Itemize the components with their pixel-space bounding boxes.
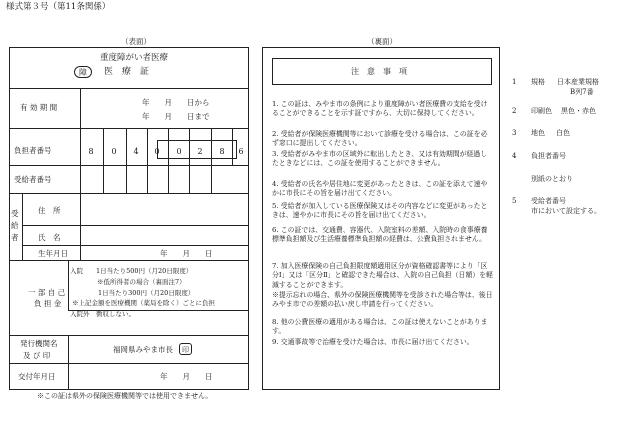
payer-digit: 4 bbox=[133, 147, 139, 156]
card-title-line1: 重度障がい者医療 bbox=[100, 53, 169, 63]
recipient-number-label: 受給者番号 bbox=[14, 175, 52, 184]
spec-value-2: B列7番 bbox=[570, 88, 594, 96]
note-6: 6. この証では、交通費、容器代、入院室料の差額、入院時の食事療養標準負担額及び生活療養標準負担額の経費は、公費負担されません。 bbox=[272, 226, 488, 244]
form-title: 様式第３号（第11条関係） bbox=[6, 2, 111, 12]
issuer-label-1: 発行機関名 bbox=[20, 339, 58, 348]
address-label: 住 所 bbox=[38, 206, 61, 215]
note-9: 9. 交通事故等で治療を受けた場合は、市長に届け出てください。 bbox=[272, 338, 474, 346]
payer-digit: 0 bbox=[154, 147, 160, 156]
spec-no: 2 bbox=[512, 107, 517, 115]
card-title-line2: 医 療 証 bbox=[104, 67, 150, 77]
birth-date-label: 生年月日 bbox=[38, 249, 68, 258]
spec-value: 白色 bbox=[556, 129, 570, 137]
payer-digit: 8 bbox=[88, 147, 94, 156]
spec-value: 市において設定する。 bbox=[531, 207, 601, 215]
validity-to: 年 月 日まで bbox=[142, 112, 210, 121]
spec-key: 規格 bbox=[531, 78, 545, 86]
copay-line-2: ※低所得者の場合（裏面注7） bbox=[97, 278, 186, 286]
copay-label-1: 一 部 自 己 bbox=[28, 288, 66, 297]
name-label: 氏 名 bbox=[38, 233, 61, 242]
payer-digit: 0 bbox=[176, 147, 182, 156]
copay-label-2: 負 担 金 bbox=[34, 299, 62, 308]
seal: 印 bbox=[179, 343, 192, 355]
birth-date-value: 年 月 日 bbox=[160, 249, 213, 258]
back-title: 注 意 事 項 bbox=[351, 67, 407, 76]
front-side-label: （表面） bbox=[121, 37, 151, 46]
note-7: 7. 加入医療保険の自己負担限度額適用区分が資格確認書等により「区分Ⅰ」又は「区分Ⅱ」と確認できた場合は、入院の自己負担（日額）を軽減することができます。 bbox=[272, 262, 494, 289]
payer-digit: 8 bbox=[219, 147, 225, 156]
spec-no: 1 bbox=[512, 78, 517, 86]
validity-label: 有 効 期 間 bbox=[20, 103, 58, 112]
spec-key: 負担者番号 bbox=[531, 152, 566, 160]
issue-date-label: 交付年月日 bbox=[18, 372, 56, 381]
note-5: 5. 受給者が加入している医療保険又はその内容などに変更があったときは、速やかに市長にその旨を届け出てください。 bbox=[272, 202, 488, 220]
spec-key: 印刷色 bbox=[531, 107, 552, 115]
spec-key: 受給者番号 bbox=[531, 197, 566, 205]
validity-from: 年 月 日から bbox=[142, 98, 210, 107]
spec-value: 日本産業規格 bbox=[557, 78, 599, 86]
note-8: 8. 他の公費医療の適用がある場合は、この証は使えないことがあります。 bbox=[272, 318, 488, 336]
spec-key: 地色 bbox=[531, 129, 545, 137]
note-2: 2. 受給者が保険医療機関等において診療を受ける場合は、この証を必ず窓口に提出してください。 bbox=[272, 130, 488, 148]
issuer-label-2: 及 び 印 bbox=[23, 351, 51, 360]
payer-digit: 2 bbox=[197, 147, 203, 156]
copay-line-1: 入院 1日当たり500円（月20日限度） bbox=[70, 267, 193, 275]
issuer-value: 福岡県みやま市長 bbox=[113, 345, 173, 354]
note-3: 3. 受給者がみやま市の区域外に転出したとき、又は有効期間が経過したときなどには、この証を使用することができません。 bbox=[272, 150, 488, 168]
spec-no: 3 bbox=[512, 129, 517, 137]
spec-no: 5 bbox=[512, 197, 517, 205]
copay-line-4: ※上記金額を医療機関（薬局を除く）ごとに負担 bbox=[72, 299, 215, 307]
spec-no: 4 bbox=[512, 152, 517, 160]
front-footnote: ※この証は県外の保険医療機関等では使用できません。 bbox=[37, 392, 213, 400]
back-side-label: （裏面） bbox=[367, 37, 397, 46]
spec-value: 黒色・赤色 bbox=[561, 107, 596, 115]
note-1: 1. この証は、みやま市の条例により重度障がい者医療費の支給を受けることができることを示す証ですから、大切に保持してください。 bbox=[272, 100, 488, 118]
payer-digit: 6 bbox=[238, 147, 244, 156]
issue-date-value: 年 月 日 bbox=[160, 372, 213, 381]
spec-value: 別紙のとおり bbox=[531, 175, 573, 183]
note-7-supplement: ※提示忘れの場合、県外の保険医療機関等を受診された場合等は、後日みやま市での差額の払い戻し申請を行ってください。 bbox=[272, 291, 493, 309]
copay-line-3: 1日当たり300円（月20日限度） bbox=[98, 289, 195, 297]
note-4: 4. 受給者の氏名や居住地に変更があったときは、この証を添えて速やかに市長にその旨を届け出てください。 bbox=[272, 180, 488, 198]
payer-number-label: 負担者番号 bbox=[14, 146, 52, 155]
payer-digit: 0 bbox=[111, 147, 117, 156]
copay-line-5: 入院外 徴収しない。 bbox=[70, 310, 135, 318]
title-badge: 障 bbox=[74, 66, 92, 78]
recipient-group-label: 受給者 bbox=[11, 209, 19, 242]
